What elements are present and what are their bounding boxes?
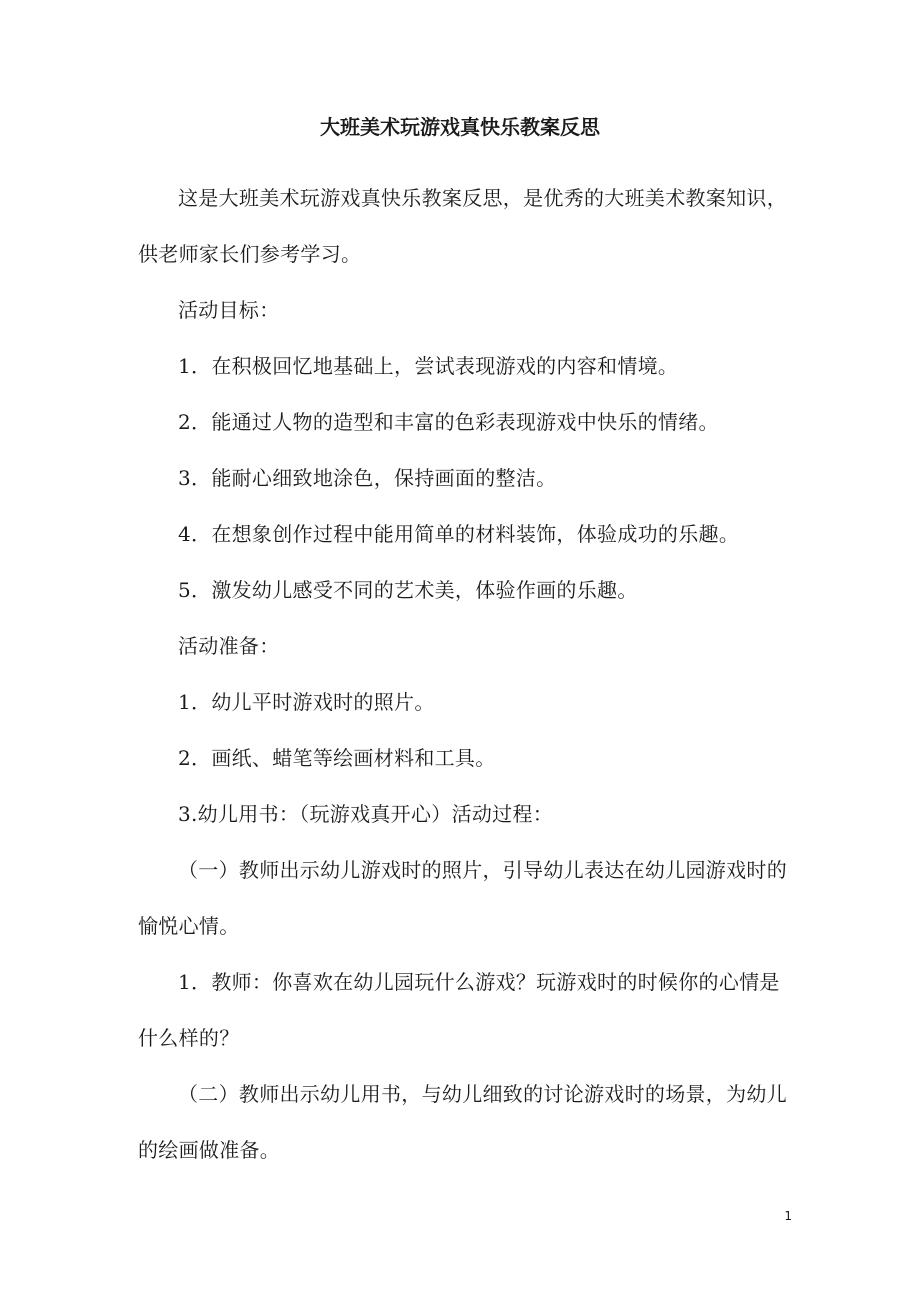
preparation-item: 1．幼儿平时游戏时的照片。	[178, 690, 435, 714]
preparation-item: 3.幼儿用书：（玩游戏真开心）活动过程：	[178, 802, 554, 826]
process-paragraph: （二）教师出示幼儿用书，与幼儿细致的讨论游戏时的场景，为幼儿的绘画做准备。	[138, 1082, 787, 1162]
document-body	[138, 170, 790, 1178]
section-heading-preparation: 活动准备：	[178, 634, 280, 658]
goal-item: 3．能耐心细致地涂色，保持画面的整洁。	[178, 466, 557, 490]
section-heading-goals: 活动目标：	[178, 298, 280, 322]
goal-item: 1．在积极回忆地基础上，尝试表现游戏的内容和情境。	[178, 354, 679, 378]
intro-paragraph: 这是大班美术玩游戏真快乐教案反思，是优秀的大班美术教案知识，供老师家长们参考学习。	[138, 186, 787, 266]
goal-item: 2．能通过人物的造型和丰富的色彩表现游戏中快乐的情绪。	[178, 410, 719, 434]
page-number: 1	[784, 1209, 792, 1223]
process-paragraph: （一）教师出示幼儿游戏时的照片，引导幼儿表达在幼儿园游戏时的愉悦心情。	[138, 858, 787, 938]
goal-item: 5．激发幼儿感受不同的艺术美，体验作画的乐趣。	[178, 578, 638, 602]
process-paragraph: 1．教师：你喜欢在幼儿园玩什么游戏？玩游戏时的时候你的心情是什么样的？	[138, 970, 780, 1050]
document-title: 大班美术玩游戏真快乐教案反思	[320, 115, 600, 139]
goal-item: 4．在想象创作过程中能用简单的材料装饰，体验成功的乐趣。	[178, 522, 740, 546]
preparation-item: 2．画纸、蜡笔等绘画材料和工具。	[178, 746, 496, 770]
